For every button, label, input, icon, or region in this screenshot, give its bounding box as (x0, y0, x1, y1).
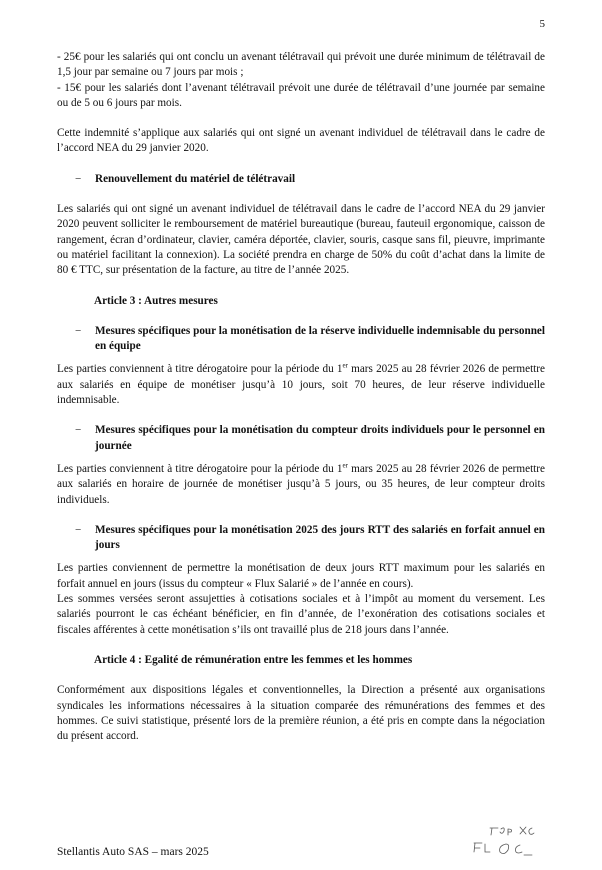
team-body-end: mars 2025 au 28 février 2026 de permettre aux salariés en équipe de monétiser jusqu’à 10 jours, soit 70 heures, de leur réserve individuelle indemnisable. (57, 363, 545, 407)
ordinal-suffix: er (342, 461, 348, 470)
team-body-start: Les parties conviennent à titre dérogatoire pour la période du 1 (57, 363, 343, 376)
rtt-monetisation-heading (75, 523, 545, 554)
document-body (57, 50, 545, 744)
day-monetisation-heading-text: Mesures spécifiques pour la monétisation du compteur droits individuels pour le personnel en journée (95, 424, 545, 452)
ordinal-suffix: er (342, 361, 348, 370)
day-body-end: mars 2025 au 28 février 2026 de permettre aux salariés en horaire de journée de monétiser jusqu’à 5 jours, ou 35 heures, de leur compteur droits individuels. (57, 462, 545, 506)
day-monetisation-heading (75, 423, 545, 454)
article-3-heading: Article 3 : Autres mesures (94, 294, 218, 307)
article-4-heading: Article 4 : Egalité de rémunération entre les femmes et les hommes (94, 653, 413, 666)
dash-marker: − (75, 324, 82, 337)
rtt-paragraph-2: Les sommes versées seront assujetties à cotisations sociales et à l’impôt au moment du versement. Les salariés pourront le cas échéant bénéficier, en fin d’année, de l’exonération des cotisations sociales et fiscales afférentes à cette monétisation s’ils ont travaillé plus de 218 jours dans l’année. (57, 593, 545, 636)
article-4-paragraph: Conformément aux dispositions légales et conventionnelles, la Direction a présenté aux organisations syndicales les informations nécessaires à la situation comparée des rémunérations des femmes et des hommes. Ce suivi statistique, présenté lors de la première réunion, a été pris en compte dans la négociation du présent accord. (57, 684, 545, 743)
renewal-paragraph: Les salariés qui ont signé un avenant individuel de télétravail dans le cadre de l’accord NEA du 29 janvier 2020 peuvent solliciter le remboursement de matériel bureautique (bureau, fauteuil ergonomique, caisson de rangement, écran d’ordinateur, clavier, caméra déportée, clavier, souris, casque sans fil, pieuvre, imprimante ou matériel facilitant la connexion). La société prendra en charge de 50% du coût d’achat dans la limite de 80 € TTC, sur présentation de la facture, au titre de l’année 2025. (57, 203, 545, 277)
team-monetisation-heading (75, 324, 545, 355)
renewal-heading-text: Renouvellement du matériel de télétravail (95, 172, 296, 185)
day-monetisation-paragraph (57, 462, 545, 508)
footer-text: Stellantis Auto SAS – mars 2025 (57, 846, 209, 858)
rtt-monetisation-heading-text: Mesures spécifiques pour la monétisation 2025 des jours RTT des salariés en forfait annuel en jours (95, 523, 545, 552)
telework-bullet-1: - 25€ pour les salariés qui ont conclu un avenant télétravail qui prévoit une durée minimum de télétravail de 1,5 jour par semaine ou 7 jours par mois ; (57, 51, 545, 79)
page-number: 5 (539, 18, 545, 30)
telework-bullet-2: - 15€ pour les salariés dont l’avenant télétravail prévoit une durée de télétravail d’une journée par semaine ou de 5 ou 6 jours par mois. (57, 81, 545, 109)
rtt-paragraph-1: Les parties conviennent de permettre la monétisation de deux jours RTT maximum pour les salariés en forfait annuel en jours (issus du compteur « Flux Salarié » de l’année en cours). (57, 562, 545, 590)
handwritten-initials (470, 822, 550, 862)
team-monetisation-heading-text: Mesures spécifiques pour la monétisation de la réserve individuelle indemnisable du personnel en équipe (95, 324, 545, 353)
dash-marker: − (75, 424, 82, 437)
team-monetisation-paragraph (57, 362, 545, 408)
day-body-start: Les parties conviennent à titre dérogatoire pour la période du 1 (57, 462, 343, 475)
renewal-heading (75, 172, 545, 187)
dash-marker: − (75, 523, 82, 536)
dash-marker: − (75, 172, 82, 185)
indemnity-note: Cette indemnité s’applique aux salariés qui ont signé un avenant individuel de télétravail dans le cadre de l’accord NEA du 29 janvier 2020. (57, 127, 545, 155)
